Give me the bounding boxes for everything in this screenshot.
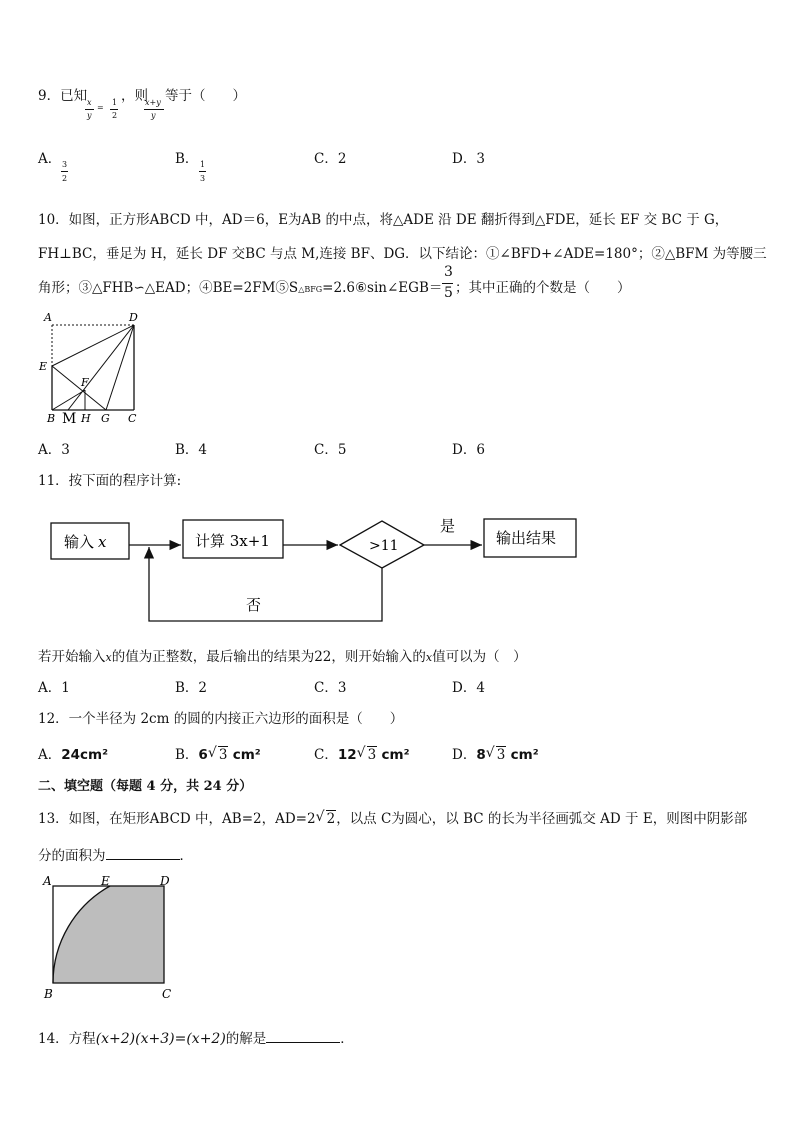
- q10-label-m: M: [62, 411, 77, 427]
- q10-label-h: H: [81, 412, 91, 425]
- q13-line-2-end: ．: [179, 848, 193, 864]
- q9-option-b-num: 1: [200, 160, 206, 169]
- q10-frac-num: 3: [444, 264, 453, 280]
- q10-frac-bar: [442, 283, 453, 284]
- q14-equation: (x+2)(x+3)=(x+2): [95, 1031, 226, 1047]
- q10-label-e: E: [39, 360, 48, 373]
- q12-option-a-coef: 24: [61, 747, 81, 763]
- q11-flow-output: 输出结果: [496, 529, 557, 547]
- q9-mid: ，则: [121, 88, 148, 104]
- q13-line-1a: 13．如图，在矩形ABCD 中，AB=2，AD=: [38, 811, 307, 827]
- q10-option-a: A．3: [38, 442, 70, 458]
- q13-ad-sqrt: [316, 811, 337, 827]
- q9-given-eq: =: [97, 103, 104, 112]
- q13-line-1: [38, 807, 747, 827]
- q11-option-a: A．1: [38, 680, 70, 696]
- q13-label-a: A: [43, 874, 52, 888]
- q9-option-d-label: D．: [452, 151, 477, 167]
- q13-line-1b: ，以点 C为圆心，以 BC 的长为半径画弧交 AD 于 E，则图中阴影部: [336, 811, 748, 827]
- q11-question-b: 的值为正整数，最后输出的结果为22，则开始输入的: [111, 649, 426, 665]
- q9-given-num: x: [87, 98, 92, 107]
- q9-given-bar: [85, 109, 94, 110]
- q12-option-c-label: C．: [314, 747, 338, 763]
- q11-question-c: 值可以为（ ）: [432, 649, 527, 665]
- q9-expr-bar: [144, 109, 164, 110]
- q12-option-a-label: A．: [38, 747, 62, 763]
- q10-label-a: A: [44, 311, 52, 324]
- q9-suffix: 等于（ ）: [165, 88, 246, 104]
- q10-option-d: D．6: [452, 442, 485, 458]
- q10-option-b: B．4: [175, 442, 208, 458]
- q13-line-2: [38, 844, 193, 864]
- q9-option-b-label: B．: [175, 151, 199, 167]
- q12-option-d-sqrt: [486, 747, 507, 763]
- q12-option-d-coef: 8: [476, 747, 486, 763]
- q10-square-figure: [36, 308, 146, 428]
- q10-label-f: F: [81, 376, 89, 389]
- q9-option-b-bar: [199, 171, 206, 172]
- q12-option-b: [175, 743, 261, 763]
- q10-line-3: [38, 276, 442, 296]
- q11-flow-input-text: [64, 533, 107, 551]
- q10-line-2: FH⊥BC，垂足为 H，延长 DF 交BC 与点 M,连接 BF、DG．以下结论：①∠BFD+∠ADE=180°；②△BFM 为等腰三: [38, 246, 767, 262]
- q12-option-c-rad: 3: [367, 747, 377, 763]
- q9-option-c: [314, 147, 346, 167]
- q11-flow-condition: >11: [369, 538, 399, 554]
- q13-answer-blank[interactable]: [106, 847, 180, 860]
- q14-answer-blank[interactable]: [266, 1030, 340, 1043]
- q12-option-b-unit: cm²: [232, 747, 261, 763]
- q9-expr-num: x+y: [145, 98, 161, 107]
- q9-given-rhs-bar: [110, 109, 118, 110]
- q9-option-c-value: 2: [337, 151, 347, 167]
- q10-line-3a: 角形；③△FHB∽△EAD；④BE=2FM⑤S: [38, 280, 299, 296]
- q9-option-a-bar: [61, 171, 68, 172]
- q12-option-a-unit: cm²: [80, 747, 109, 763]
- q9-given-rhs-den: 2: [112, 111, 118, 120]
- q9-given-rhs-num: 1: [112, 98, 118, 107]
- q10-line-3b: =2.6⑥sin∠EGB＝: [322, 280, 443, 296]
- q14-text-b: 的解是: [225, 1031, 267, 1047]
- q11-flow-yes: 是: [440, 517, 456, 535]
- q10-line-1: 10．如图，正方形ABCD 中，AD＝6，E为AB 的中点，将△ADE 沿 DE 翻折得到△FDE，延长 EF 交 BC 于 G，: [38, 212, 729, 228]
- q9-option-a-num: 3: [62, 160, 68, 169]
- q11-flow-compute: 计算 3x+1: [195, 532, 270, 550]
- q10-frac-den: 5: [444, 285, 453, 301]
- q14-line: [38, 1027, 354, 1047]
- q10-line-3c: ；其中正确的个数是（ ）: [455, 280, 631, 296]
- q11-flowchart: [40, 510, 590, 625]
- q11-question-var2: x: [425, 651, 433, 664]
- q10-label-b: B: [47, 412, 56, 425]
- q9-option-c-label: C．: [314, 151, 338, 167]
- q12-option-c-unit: cm²: [381, 747, 410, 763]
- q11-option-c: C．3: [314, 680, 347, 696]
- q9-prefix: 9．已知: [38, 88, 88, 104]
- q12-option-c-coef: 12: [337, 747, 357, 763]
- q13-label-d: D: [160, 874, 170, 888]
- q13-label-c: C: [162, 987, 172, 1001]
- q12-option-c-sqrt: [357, 747, 378, 763]
- q10-label-d: D: [129, 311, 138, 324]
- q14-text-a: 14．方程: [38, 1031, 96, 1047]
- q9-option-a-den: 2: [62, 174, 68, 183]
- q11-question: [38, 645, 527, 665]
- q9-given-den: y: [87, 111, 92, 120]
- q11-option-b: B．2: [175, 680, 208, 696]
- q9-option-b-den: 3: [200, 174, 206, 183]
- q11-flow-input-label: 输入: [64, 533, 95, 551]
- q11-stem: 11．按下面的程序计算:: [38, 473, 182, 489]
- q13-rectangle-figure: [36, 872, 186, 1002]
- q12-option-b-sqrt: [208, 747, 229, 763]
- q12-option-b-label: B．: [175, 747, 199, 763]
- q9-option-a-label: A．: [38, 151, 62, 167]
- q12-option-b-coef: 6: [198, 747, 208, 763]
- q12-option-d-rad: 3: [496, 747, 506, 763]
- q13-ad-coef: 2: [307, 811, 316, 827]
- q9-option-d: [452, 147, 485, 167]
- q12-option-a: [38, 743, 108, 763]
- q13-ad-rad: 2: [326, 811, 336, 827]
- q12-option-b-rad: 3: [218, 747, 228, 763]
- section-2-title: 二、填空题（每题 4 分，共 24 分）: [38, 779, 253, 794]
- q11-question-var1: x: [105, 651, 112, 664]
- q12-option-d-unit: cm²: [510, 747, 539, 763]
- q9-option-d-value: 3: [476, 151, 485, 167]
- q9-expr-den: y: [151, 111, 156, 120]
- q11-flow-no: 否: [246, 596, 262, 614]
- q13-label-e: E: [101, 874, 110, 888]
- q10-area-subscript: △BFG: [298, 285, 323, 294]
- q10-label-g: G: [101, 412, 110, 425]
- q11-option-d: D．4: [452, 680, 485, 696]
- q12-option-d: [452, 743, 539, 763]
- q10-option-c: C．5: [314, 442, 347, 458]
- q10-label-c: C: [128, 412, 137, 425]
- q13-line-2-text: 分的面积为: [38, 848, 106, 864]
- q12-option-d-label: D．: [452, 747, 477, 763]
- q11-question-a: 若开始输入: [38, 649, 106, 665]
- q11-flow-input-var: x: [98, 533, 107, 551]
- q14-end: ．: [340, 1031, 354, 1047]
- q12-option-c: [314, 743, 410, 763]
- q13-label-b: B: [44, 987, 53, 1001]
- q12-stem: 12．一个半径为 2cm 的圆的内接正六边形的面积是（ ）: [38, 711, 404, 727]
